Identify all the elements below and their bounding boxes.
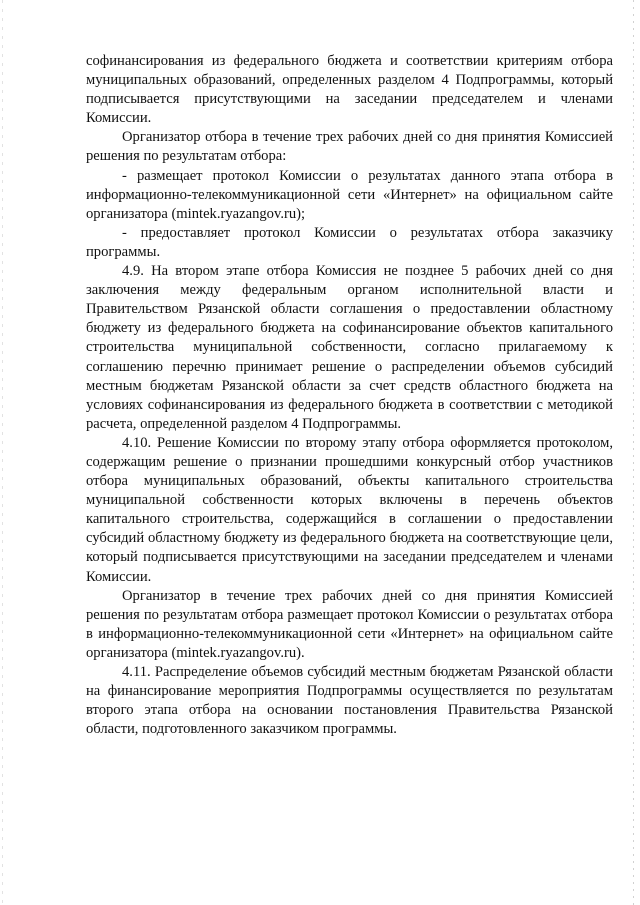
- paragraph-organizer-second-stage: Организатор в течение трех рабочих дней со дня принятия Комиссией решения по результатам отбора размещает протокол Комиссии о результатах отбора в информационно-телекоммуникационной сети «Интернет» на официальном сайте организатора (mintek.ryazangov.ru).: [86, 587, 613, 661]
- list-item-publish-protocol: - размещает протокол Комиссии о результатах данного этапа отбора в информационно-телекоммуникационной сети «Интернет» на официальном сайте организатора (mintek.ryazangov.ru);: [86, 167, 613, 222]
- list-item-provide-protocol: - предоставляет протокол Комиссии о результатах отбора заказчику программы.: [86, 224, 613, 260]
- paragraph-continuation: софинансирования из федерального бюджета и соответствии критериям отбора муниципальных образований, определенных разделом 4 Подпрограммы, который подписывается присутствующими на заседании председателем и членами Комиссии.: [86, 53, 613, 127]
- scan-edge-left: [2, 0, 3, 905]
- paragraph-4-11: 4.11. Распределение объемов субсидий местным бюджетам Рязанской области на финансирование мероприятия Подпрограммы осуществляется по результатам второго этапа отбора на основании постановления Правительства Рязанской области, подготовленного заказчиком программы.: [86, 664, 613, 738]
- paragraph-organizer-first-stage: Организатор отбора в течение трех рабочих дней со дня принятия Комиссией решения по результатам отбора:: [86, 129, 613, 165]
- paragraph-4-9: 4.9. На втором этапе отбора Комиссия не позднее 5 рабочих дней со дня заключения между федеральным органом исполнительной власти и Правительством Рязанской области соглашения о предоставлении областному бюджету из федерального бюджета на софинансирование объектов капитального строительства муниципальной собственности, согласно прилагаемому к соглашению перечню принимает решение о распределении объемов субсидий местным бюджетам Рязанской области за счет средств областного бюджета на условиях софинансирования из федерального бюджета в соответствии с методикой расчета, определенной разделом 4 Подпрограммы.: [86, 263, 613, 432]
- scan-edge-right: [633, 0, 634, 905]
- document-body: [86, 52, 613, 739]
- paragraph-4-10: 4.10. Решение Комиссии по второму этапу отбора оформляется протоколом, содержащим решение о признании прошедшими конкурсный отбор участников отбора муниципальных образований, объекты капитального строительства муниципальной собственности которых включены в перечень объектов капитального строительства, содержащийся в соглашении о предоставлении субсидий областному бюджету из федерального бюджета на соответствующие цели, который подписывается присутствующими на заседании председателем и членами Комиссии.: [86, 434, 613, 585]
